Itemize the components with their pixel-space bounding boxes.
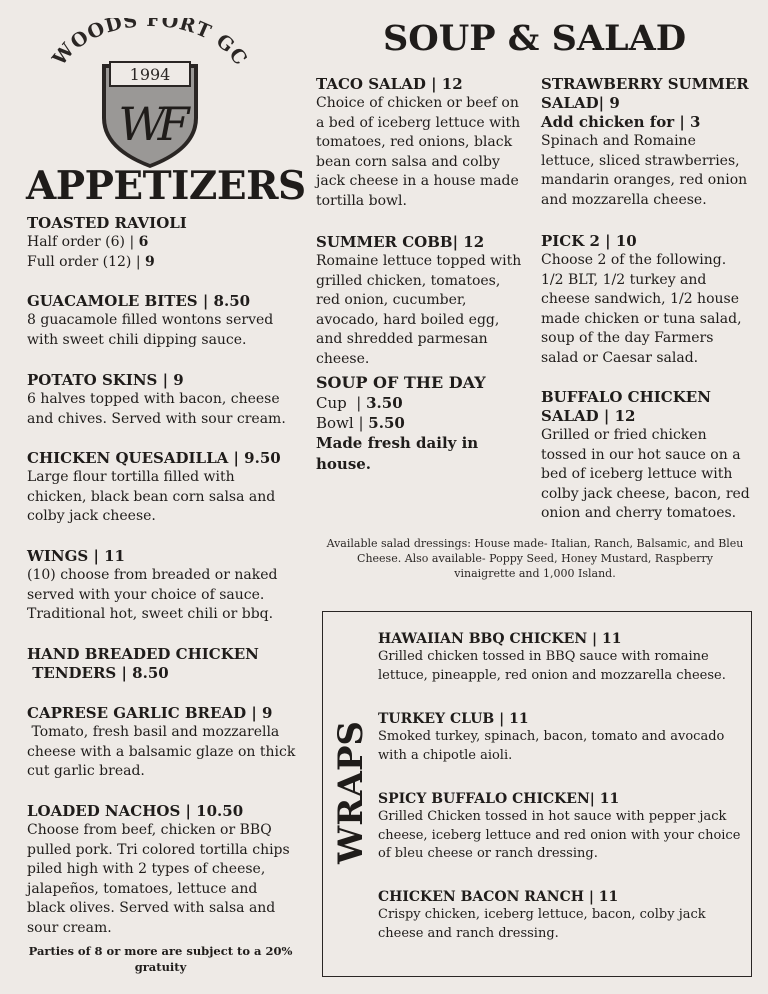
wraps-heading: WRAPS xyxy=(331,721,371,864)
menu-item-summer-cobb xyxy=(316,233,526,369)
item-name: PICK 2 | 10 xyxy=(541,232,637,250)
item-name: TURKEY CLUB | 11 xyxy=(378,711,529,727)
item-description: (10) choose from breaded or naked served with your choice of sauce. Traditional hot, sweet chili or bbq. xyxy=(27,567,278,622)
item-description: 6 halves topped with bacon, cheese and chives. Served with sour cream. xyxy=(27,391,286,427)
menu-item-strawberry-summer-salad xyxy=(541,75,751,210)
item-name: CAPRESE GARLIC BREAD | 9 xyxy=(27,704,273,722)
menu-item-turkey-club xyxy=(378,710,743,765)
item-name: HAWAIIAN BBQ CHICKEN | 11 xyxy=(378,631,622,647)
item-description: Choose from beef, chicken or BBQ pulled pork. Tri colored tortilla chips piled high with 2 types of cheese, jalapeños, tomatoes, lettuce and black olives. Served with salsa and sour cream. xyxy=(27,822,290,936)
menu-item-spicy-buffalo-chicken xyxy=(378,790,743,864)
item-description: 8 guacamole filled wontons served with sweet chili dipping sauce. xyxy=(27,312,274,348)
item-description: Crispy chicken, iceberg lettuce, bacon, colby jack cheese and ranch dressing. xyxy=(378,907,706,941)
size-option-bowl: Bowl | 5.50 xyxy=(316,414,405,432)
item-description: Large flour tortilla filled with chicken, black bean corn salsa and colby jack cheese. xyxy=(27,469,276,524)
menu-item-hawaiian-bbq-chicken xyxy=(378,630,743,685)
item-description: Grilled Chicken tossed in hot sauce with pepper jack cheese, iceberg lettuce and red onion with your choice of bleu cheese or ranch dressing. xyxy=(378,809,741,861)
item-name: WINGS | 11 xyxy=(27,547,125,565)
item-name: GUACAMOLE BITES | 8.50 xyxy=(27,292,251,310)
menu-item-potato-skins xyxy=(27,371,302,429)
item-name: SPICY BUFFALO CHICKEN| 11 xyxy=(378,791,620,807)
item-name: TACO SALAD | 12 xyxy=(316,75,463,93)
item-name: CHICKEN BACON RANCH | 11 xyxy=(378,889,619,905)
size-option-full: Full order (12) | 9 xyxy=(27,253,155,270)
item-name-line-2: SALAD | 12 xyxy=(541,407,636,425)
size-option-half: Half order (6) | 6 xyxy=(27,234,149,250)
item-name: LOADED NACHOS | 10.50 xyxy=(27,802,244,820)
item-name-line-1: STRAWBERRY SUMMER xyxy=(541,75,749,93)
menu-item-soup-of-the-day xyxy=(316,373,516,475)
menu-item-loaded-nachos xyxy=(27,802,299,938)
wraps-heading-container xyxy=(328,712,378,872)
item-description: Grilled or fried chicken tossed in our hot sauce on a bed of iceberg lettuce with colby jack cheese, bacon, red onion and cherry tomatoes. xyxy=(541,427,750,521)
gratuity-note: Parties of 8 or more are subject to a 20% gratuity xyxy=(28,944,293,974)
logo-arc-text: WOODS FORT GC xyxy=(48,18,252,70)
logo-monogram: WF xyxy=(118,97,182,151)
item-name: TOASTED RAVIOLI xyxy=(27,214,187,232)
item-name-line-1: HAND BREADED CHICKEN xyxy=(27,645,259,663)
logo-emblem xyxy=(40,18,260,168)
soup-salad-heading: SOUP & SALAD xyxy=(383,18,687,59)
menu-item-chicken-quesadilla xyxy=(27,449,297,527)
menu-item-toasted-ravioli xyxy=(27,214,307,272)
menu-item-pick-2 xyxy=(541,232,746,368)
menu-item-wings xyxy=(27,547,297,625)
item-name: POTATO SKINS | 9 xyxy=(27,371,184,389)
size-options xyxy=(316,393,516,433)
size-option-cup: Cup | 3.50 xyxy=(316,394,403,412)
woods-fort-logo xyxy=(40,18,260,168)
appetizers-heading: APPETIZERS xyxy=(26,163,306,209)
dressings-note: Available salad dressings: House made- Italian, Ranch, Balsamic, and Bleu Cheese. Also available- Poppy Seed, Honey Mustard, Raspberry vinaigrette and 1,000 Island. xyxy=(326,537,744,580)
item-description: Smoked turkey, spinach, bacon, tomato and avocado with a chipotle aioli. xyxy=(378,729,725,763)
item-description: Choice of chicken or beef on a bed of iceberg lettuce with tomatoes, red onions, black bean corn salsa and colby jack cheese in a house made tortilla bowl. xyxy=(316,95,521,209)
item-description: Tomato, fresh basil and mozzarella cheese with a balsamic glaze on thick cut garlic bread. xyxy=(27,724,300,779)
menu-item-guacamole-bites xyxy=(27,292,307,350)
menu-item-chicken-tenders xyxy=(27,645,307,683)
item-description: Grilled chicken tossed in BBQ sauce with romaine lettuce, pineapple, red onion and mozzarella cheese. xyxy=(378,649,726,683)
soup-note: Made fresh daily in house. xyxy=(316,434,479,473)
item-name-line-1: BUFFALO CHICKEN xyxy=(541,388,711,406)
item-description: Spinach and Romaine lettuce, sliced strawberries, mandarin oranges, red onion and mozzarella cheese. xyxy=(541,133,748,208)
item-addon: Add chicken for | 3 xyxy=(541,113,701,131)
item-description: Romaine lettuce topped with grilled chicken, tomatoes, red onion, cucumber, avocado, hard boiled egg, and shredded parmesan cheese. xyxy=(316,253,522,367)
item-name: SUMMER COBB| 12 xyxy=(316,233,485,251)
menu-item-buffalo-chicken-salad xyxy=(541,388,751,524)
item-description: Choose 2 of the following. 1/2 BLT, 1/2 turkey and cheese sandwich, 1/2 house made chicken or tuna salad, soup of the day Farmers salad or Caesar salad. xyxy=(541,252,742,366)
item-name-line-2: SALAD| 9 xyxy=(541,94,620,112)
logo-year: 1994 xyxy=(129,65,171,84)
menu-item-chicken-bacon-ranch xyxy=(378,888,743,943)
menu-item-taco-salad xyxy=(316,75,526,211)
item-name: SOUP OF THE DAY xyxy=(316,373,486,392)
menu-item-caprese-garlic-bread xyxy=(27,704,302,782)
item-name: CHICKEN QUESADILLA | 9.50 xyxy=(27,449,281,467)
size-options xyxy=(27,233,307,272)
item-name-line-2: TENDERS | 8.50 xyxy=(27,664,169,682)
wraps-heading-svg xyxy=(328,712,378,872)
